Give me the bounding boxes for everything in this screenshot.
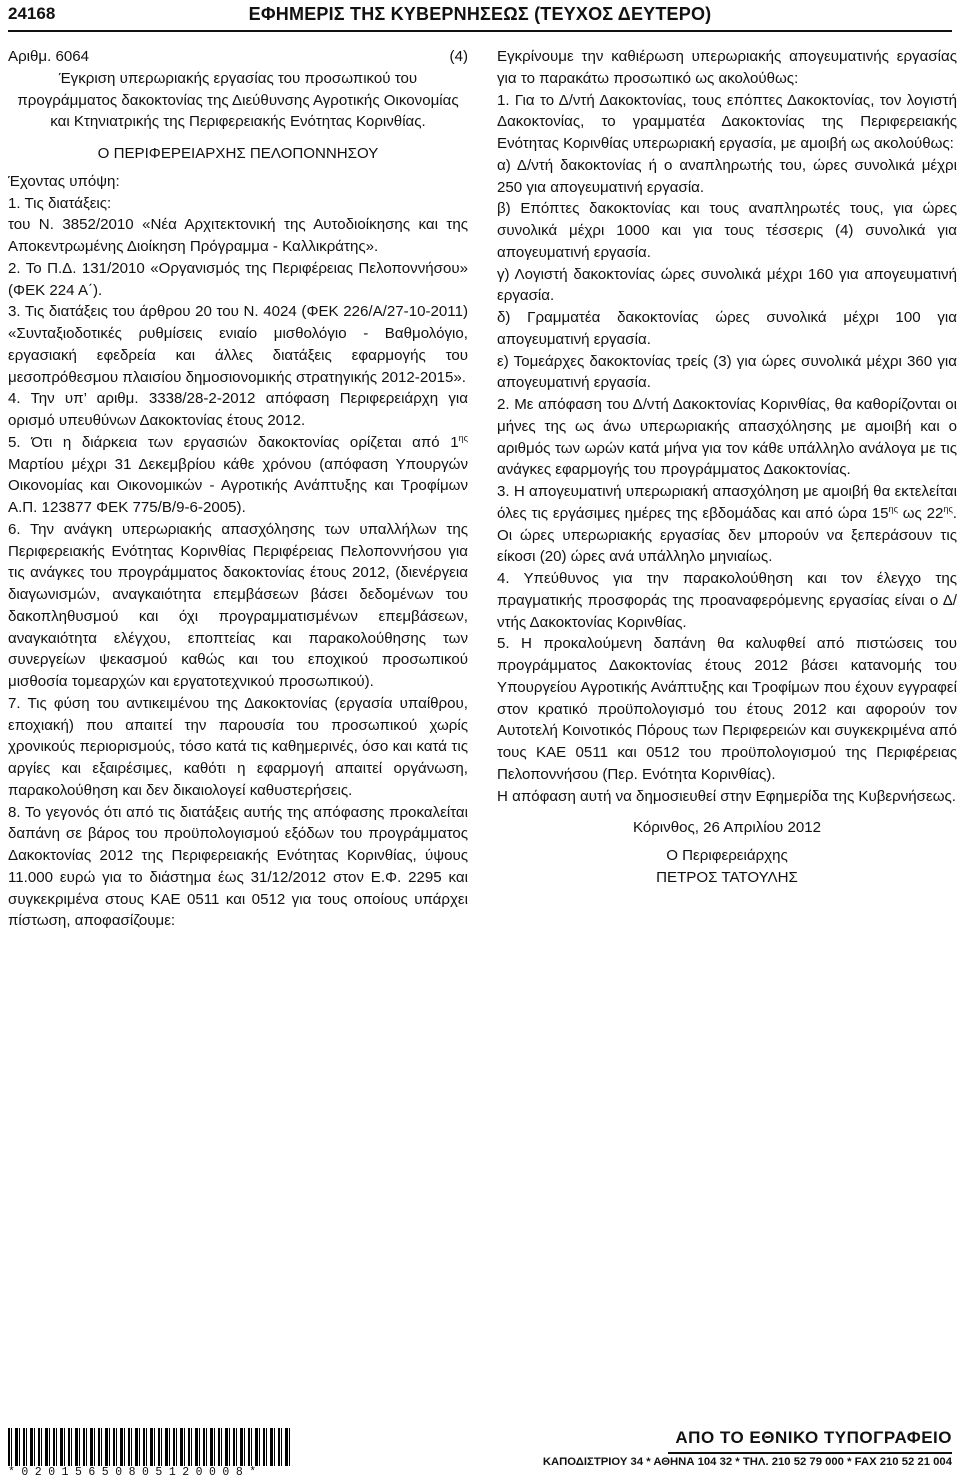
having-regard: Έχοντας υπόψη: <box>8 172 120 190</box>
printer-rule <box>668 1452 952 1454</box>
resolution-1a: α) Δ/ντή δακοκτονίας ή ο αναπληρωτής του, ώρες συνολικά μέχρι 250 για απογευματινή εργασία. <box>497 156 957 196</box>
resolution-3 <box>497 481 957 568</box>
resolution-1b: β) Επόπτες δακοκτονίας και τους αναπληρωτές τους, για ώρες συνολικά μέχρι 1000 και για τους τέσσερις (4) συνολικά για απογευματινή εργασία. <box>497 200 957 261</box>
gazette-title: ΕΦΗΜΕΡΙΣ ΤΗΣ ΚΥΒΕΡΝΗΣΕΩΣ (ΤΕΥΧΟΣ ΔΕΥΤΕΡΟ) <box>248 4 712 24</box>
printer-address: ΚΑΠΟΔΙΣΤΡΙΟΥ 34 * ΑΘΗΝΑ 104 32 * ΤΗΛ. 210 52 79 000 * FAX 210 52 21 004 <box>542 1456 952 1468</box>
place-date: Κόρινθος, 26 Απριλίου 2012 <box>632 819 822 837</box>
resolution-1e: ε) Τομεάρχες δακοκτονίας τρείς (3) για ώρες συνολικά μέχρι 360 για απογευματινή εργασία. <box>497 352 957 392</box>
resolution-2: 2. Με απόφαση του Δ/ντή Δακοκτονίας Κορινθίας, θα καθορίζονται οι μήνες της ως άνω υπερωριακής απασχόλησης με αμοιβή και ο αριθμός των ωρών κατά μήνα για τον κάθε υπάλληλο ανάλογα με τις ανάγκες εφαρμογής του προγράμματος Δακοκτονίας. <box>497 396 957 479</box>
left-column <box>8 46 468 932</box>
publish-paragraph: Η απόφαση αυτή να δημοσιευθεί στην Εφημερίδα της Κυβερνήσεως. <box>497 787 956 805</box>
item-5 <box>8 432 468 519</box>
authority: Ο ΠΕΡΙΦΕΡΕΙΑΡΧΗΣ ΠΕΛΟΠΟΝΝΗΣΟΥ <box>97 145 379 162</box>
resolution-3-text-mid: ως 22 <box>897 504 944 522</box>
header-rule <box>8 30 952 32</box>
item-8: 8. Το γεγονός ότι από τις διατάξεις αυτής της απόφασης προκαλείται δαπάνη σε βάρος του προϋπολογισμού εξόδων του προγράμματος Δακοκτονίας 2012 της Περιφερειακής Ενότητας Κορινθίας, ύψους 11.000 ευρώ για το διάστημα έως 31/12/2012 στον Ε.Φ. 2295 και συγκεκριμένα στους ΚΑΕ 0511 και 0512 για τους οποίους υπάρχει πίστωση, αποφασίζουμε: <box>8 803 468 930</box>
item-1a: 1. Τις διατάξεις: <box>8 194 112 212</box>
resolution-1c: γ) Λογιστή δακοκτονίας ώρες συνολικά μέχρι 160 για απογευματινή εργασία. <box>497 265 957 305</box>
item-7: 7. Τις φύση του αντικειμένου της Δακοκτονίας (εργασία υπαίθρου, εποχιακή) που απαιτεί την παρουσία του προσωπικού χωρίς χρονικούς περιορισμούς, τόσο κατά τις καθημερινές, όσο και κατά τις αργίες και εξαιρέσιμες, καθότι η εφαρμογή απαιτεί οργάνωση, παρακολούθηση και δεν δικαιολογεί καθυστερήσεις. <box>8 694 468 799</box>
resolution-1d: δ) Γραμματέα δακοκτονίας ώρες συνολικά μέχρι 100 για απογευματινή εργασία. <box>497 309 957 348</box>
signer-role: Ο Περιφερειάρχης <box>666 847 788 864</box>
barcode <box>8 1428 290 1466</box>
resolution-1: 1. Για το Δ/ντή Δακοκτονίας, τους επόπτες Δακοκτονίας, τον λογιστή Δακοκτονίας, το γραμματέα Δακοκτονίας της Περιφερειακής Ενότητας Κορινθίας υπερωριακή εργασία, με αμοιβή ως ακολούθως: <box>497 91 957 152</box>
item-2: 2. Το Π.Δ. 131/2010 «Οργανισμός της Περιφέρειας Πελοποννήσου» (ΦΕΚ 224 Α΄). <box>8 259 468 299</box>
page-number: 24168 <box>8 4 56 23</box>
item-4: 4. Την υπ’ αριθμ. 3338/28-2-2012 απόφαση Περιφερειάρχη για ορισμό υπευθύνων Δακοκτονίας έτους 2012. <box>8 390 468 429</box>
item-5-text-end: Μαρτίου μέχρι 31 Δεκεμβρίου κάθε χρόνου (απόφαση Υπουργών Οικονομίας και Οικονομικών - Αγροτικής Ανάπτυξης και Τροφίμων Α.Π. 123877 ΦΕΚ 775/Β/9-6-2005). <box>8 455 468 516</box>
approve-paragraph: Εγκρίνουμε την καθιέρωση υπερωριακής απογευματινής εργασίας για το παρακάτω προσωπικό ως ακολούθως: <box>497 48 957 87</box>
item-1b: του Ν. 3852/2010 «Νέα Αρχιτεκτονική της Αυτοδιοίκησης και της Αποκεντρωμένης Διοίκηση Πρόγραμμα - Καλλικράτης». <box>8 216 468 255</box>
decision-number-line <box>8 46 468 68</box>
resolution-3-text: 3. Η απογευματινή υπερωριακή απασχόληση με αμοιβή θα εκτελείται όλες τις εργάσιμες ημέρες της εβδομάδας και από ώρα 15 <box>497 483 957 522</box>
item-3: 3. Τις διατάξεις του άρθρου 20 του Ν. 4024 (ΦΕΚ 226/Α/27-10-2011) «Συνταξιοδοτικές ρυθμίσεις ενιαίο μισθολόγιο - Βαθμολόγιο, εργασιακή εφεδρεία και άλλες διατάξεις εφαρμογής του μεσοπρόθεσμου πλαισίου δημοσιονομικής στρατηγικής 2012-2015». <box>8 303 468 386</box>
resolution-3-text-end: . Οι ώρες υπερωριακής εργασίας δεν μπορούν να ξεπεράσουν τις είκοσι (20) ώρες ανά υπάλληλο μηνιαίως. <box>497 504 957 566</box>
right-column <box>497 46 957 889</box>
item-5-text: 5. Ότι η διάρκεια των εργασιών δακοκτονίας ορίζεται από 1 <box>8 433 459 451</box>
item-6: 6. Την ανάγκη υπερωριακής απασχόλησης των υπαλλήλων της Περιφερειακής Ενότητας Κορινθίας Περιφέρειας Πελοποννήσου για τις ανάγκες του προγράμματος δακοκτονίας έτους 2012, (διενέργεια διαγωνισμών, αναγκαιότητα επεμβάσεων βάσει δεδομένων του δακοπληθυσμού και όχι προγραμματισμένων επεμβάσεων, αναγκαιότητα ελέγχου, εποπτείας και παρακολούθησης των συνεργείων ψεκασμού καθώς και του εποχικού προσωπικού μισθοσία τομεαρχών και εργατοτεχνικού προσωπικού). <box>8 520 468 690</box>
page-footer <box>8 1424 952 1480</box>
printer-name: ΑΠΟ ΤΟ ΕΘΝΙΚΟ ΤΥΠΟΓΡΑΦΕΙΟ <box>675 1428 952 1447</box>
barcode-number: *02015650805120008* <box>8 1466 290 1479</box>
decision-number: Αριθμ. 6064 <box>8 48 90 65</box>
item-5-sup: ης <box>458 432 468 443</box>
resolution-3-sup-1: ης <box>888 503 898 514</box>
resolution-4: 4. Υπεύθυνος για την παρακολούθηση και τον έλεγχο της πραγματικής προσφοράς της προαναφερόμενης εργασίας είναι ο Δ/ντής Δακοκτονίας Κορινθίας. <box>497 570 957 631</box>
resolution-5: 5. Η προκαλούμενη δαπάνη θα καλυφθεί από πιστώσεις του προγράμματος Δακοκτονίας έτους 2012 βάσει κατανομής του Υπουργείου Αγροτικής Ανάπτυξης και Τροφίμων που έχουν εγγραφεί στον κρατικό προϋπολογισμό του έτους 2012 και αφορούν τον Αυτοτελή Κοινοτικός Πόρους των Περιφερειών και συγκεκριμένα από τους ΚΑΕ 0511 και 0512 του προϋπολογισμού της Περιφέρειας Πελοποννήσου (Περ. Ενότητα Κορινθίας). <box>497 635 957 783</box>
signer-name: ΠΕΤΡΟΣ ΤΑΤΟΥΛΗΣ <box>656 868 798 886</box>
decision-ref: (4) <box>449 48 468 65</box>
resolution-3-sup-2: ης <box>943 503 953 514</box>
decision-title: Έγκριση υπερωριακής εργασίας του προσωπικού του προγράμματος δακοκτονίας της Διεύθυνσης Αγροτικής Οικονομίας και Κτηνιατρικής της Περιφερειακής Ενότητας Κορινθίας. <box>17 69 459 131</box>
